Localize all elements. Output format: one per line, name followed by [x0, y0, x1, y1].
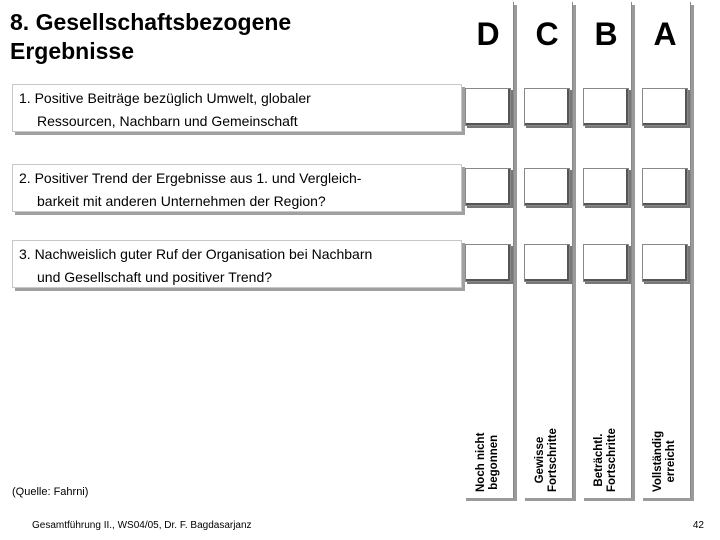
rating-checkbox-r1-c[interactable]	[524, 88, 570, 126]
rating-checkbox-r3-a[interactable]	[642, 244, 688, 282]
rating-checkbox-r1-a[interactable]	[642, 88, 688, 126]
criterion-row-2	[12, 164, 462, 212]
criterion-2-line-1: 2. Positiver Trend der Ergebnisse aus 1. und Vergleich-	[19, 170, 362, 186]
column-b-description	[581, 290, 631, 496]
rating-checkbox-r3-b[interactable]	[583, 244, 629, 282]
criterion-row-1	[12, 84, 462, 132]
column-c-desc-line-1: Gewisse	[534, 436, 546, 484]
rating-checkbox-r2-d[interactable]	[465, 168, 511, 206]
footer-text: Gesamtführung II., WS04/05, Dr. F. Bagdasarjanz	[32, 520, 252, 531]
page-number: 42	[692, 520, 704, 531]
page-title	[10, 8, 450, 66]
column-c-desc-line-2: Fortschritte	[547, 428, 559, 492]
rating-checkbox-r2-c[interactable]	[524, 168, 570, 206]
criterion-row-3	[12, 240, 462, 288]
column-d-desc-line-2: begonnen	[488, 434, 500, 490]
column-a-desc-line-1: Vollständig	[652, 430, 664, 492]
title-line-2: Ergebnisse	[10, 38, 134, 64]
rating-checkbox-r3-c[interactable]	[524, 244, 570, 282]
rating-checkbox-r1-d[interactable]	[465, 88, 511, 126]
column-a-desc-line-2: erreicht	[665, 440, 677, 483]
rating-checkbox-r2-b[interactable]	[583, 168, 629, 206]
column-d-desc-line-1: Noch nicht	[475, 432, 487, 492]
column-b-heading: B	[594, 16, 618, 52]
criterion-3-line-1: 3. Nachweislich guter Ruf der Organisation bei Nachbarn	[19, 246, 373, 262]
column-c-description	[522, 290, 572, 496]
rating-checkbox-r1-b[interactable]	[583, 88, 629, 126]
column-a-heading: A	[653, 16, 677, 52]
criterion-3-line-2: und Gesellschaft und positiver Trend?	[37, 269, 273, 285]
column-c-heading: C	[535, 16, 559, 52]
criterion-2-line-2: barkeit mit anderen Unternehmen der Region?	[37, 193, 326, 209]
column-d-description	[463, 290, 513, 496]
column-b-desc-line-1: Beträchtl.	[593, 433, 605, 487]
column-b-desc-line-2: Fortschritte	[606, 428, 618, 492]
column-a-description	[640, 290, 690, 496]
rating-checkbox-r3-d[interactable]	[465, 244, 511, 282]
column-d-heading: D	[476, 16, 500, 52]
title-line-1: 8. Gesellschaftsbezogene	[10, 9, 292, 35]
rating-checkbox-r2-a[interactable]	[642, 168, 688, 206]
criterion-1-line-2: Ressourcen, Nachbarn und Gemeinschaft	[37, 113, 298, 129]
source-note: (Quelle: Fahrni)	[12, 486, 89, 498]
criterion-1-line-1: 1. Positive Beiträge bezüglich Umwelt, globaler	[19, 90, 311, 106]
